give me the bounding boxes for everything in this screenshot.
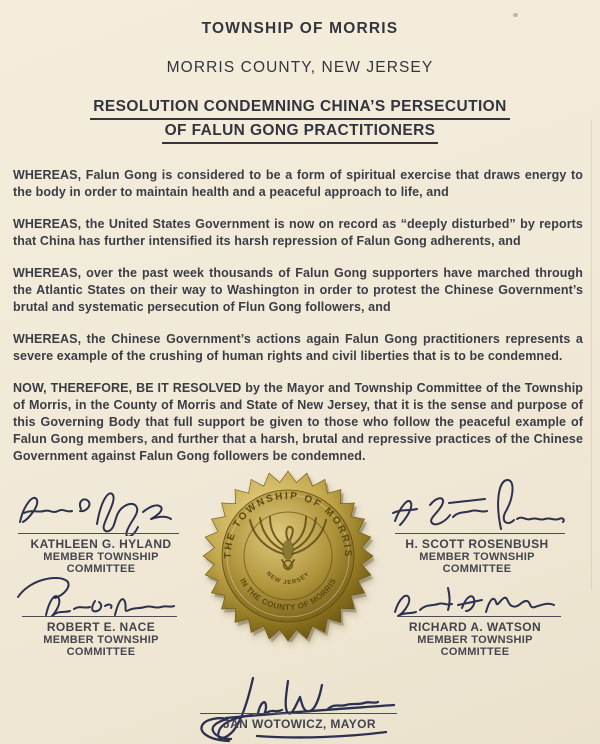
robert-nace-signature — [15, 570, 187, 620]
signature-line — [200, 713, 397, 714]
whereas-paragraph-4: WHEREAS, the Chinese Government’s actions again Falun Gong practitioners represents a severe example of the crushing of human rights and civil liberties that is to be condemned. — [13, 332, 583, 363]
signature-line — [395, 533, 565, 534]
signatory-title: MEMBER TOWNSHIP COMMITTEE — [419, 551, 535, 575]
whereas-paragraph-3: WHEREAS, over the past week thousands of Falun Gong supporters have marched through the Atlantic States on their way to Washington in order to protest the Chinese Government’s brutal and systematic persecution of Flun Gong followers, and — [13, 266, 583, 314]
whereas-paragraph-2: WHEREAS, the United States Government is now on record as “deeply disturbed” by reports that China has further intensified its harsh repression of Falun Gong adherents, and — [13, 217, 583, 248]
signature-block-richard-watson — [389, 570, 561, 658]
signatory-title: MEMBER TOWNSHIP COMMITTEE — [417, 634, 533, 658]
jan-wotowicz-signature — [189, 668, 409, 744]
paper-crease — [591, 120, 592, 590]
whereas-paragraph-1: WHEREAS, Falun Gong is considered to be a form of spiritual exercise that draws energy to the body in order to maintain health and a peaceful approach to life, and — [13, 168, 583, 199]
signature-line — [22, 616, 177, 617]
resolution-title-line2: OF FALUN GONG PRACTITIONERS — [162, 120, 439, 144]
resolution-title-line1: RESOLUTION CONDEMNING CHINA’S PERSECUTION — [90, 96, 509, 120]
signatory-name: KATHLEEN G. HYLAND — [30, 537, 172, 551]
signature-block-kathleen-hyland — [15, 486, 187, 575]
signatory-name: ROBERT E. NACE — [46, 620, 156, 634]
mayor-name: JAN WOTOWICZ, MAYOR — [223, 717, 376, 731]
township-seal — [202, 470, 374, 642]
signatory-title: MEMBER TOWNSHIP COMMITTEE — [43, 551, 159, 575]
header-county: MORRIS COUNTY, NEW JERSEY — [166, 59, 434, 76]
seal-arc-bottom-text: IN THE COUNTY OF MORRIS — [237, 576, 339, 612]
signature-line — [18, 533, 179, 534]
h-scott-rosenbush-signature — [386, 470, 568, 536]
signature-block-robert-nace — [15, 570, 187, 658]
resolved-paragraph: NOW, THEREFORE, BE IT RESOLVED by the Mayor and Township Committee of the Township of Morris, in the County of Morris and State of New Jersey, that it is the sense and purpose of this Governing Body that full support be given to those who follow the peaceful example of Falun Gong members, and further that a harsh, brutal and repressive practices of the Chinese Government against Falun Gong followers be condemned. — [13, 381, 583, 463]
signatory-name: H. SCOTT ROSENBUSH — [405, 537, 549, 551]
signature-line — [397, 616, 561, 617]
signatory-title: MEMBER TOWNSHIP COMMITTEE — [43, 634, 159, 658]
header-township: TOWNSHIP OF MORRIS — [201, 20, 399, 37]
kathleen-hyland-signature — [15, 480, 187, 536]
resolution-body — [13, 167, 583, 480]
seal-inner-text: NEW JERSEY — [264, 570, 312, 587]
signatory-name: RICHARD A. WATSON — [408, 620, 542, 634]
signature-block-mayor — [192, 668, 407, 744]
signature-block-h-scott-rosenbush — [386, 478, 568, 575]
seal-arc-top-text: THE TOWNSHIP OF MORRIS — [222, 490, 354, 559]
resolution-title — [0, 96, 600, 144]
paper-speck — [513, 13, 518, 17]
